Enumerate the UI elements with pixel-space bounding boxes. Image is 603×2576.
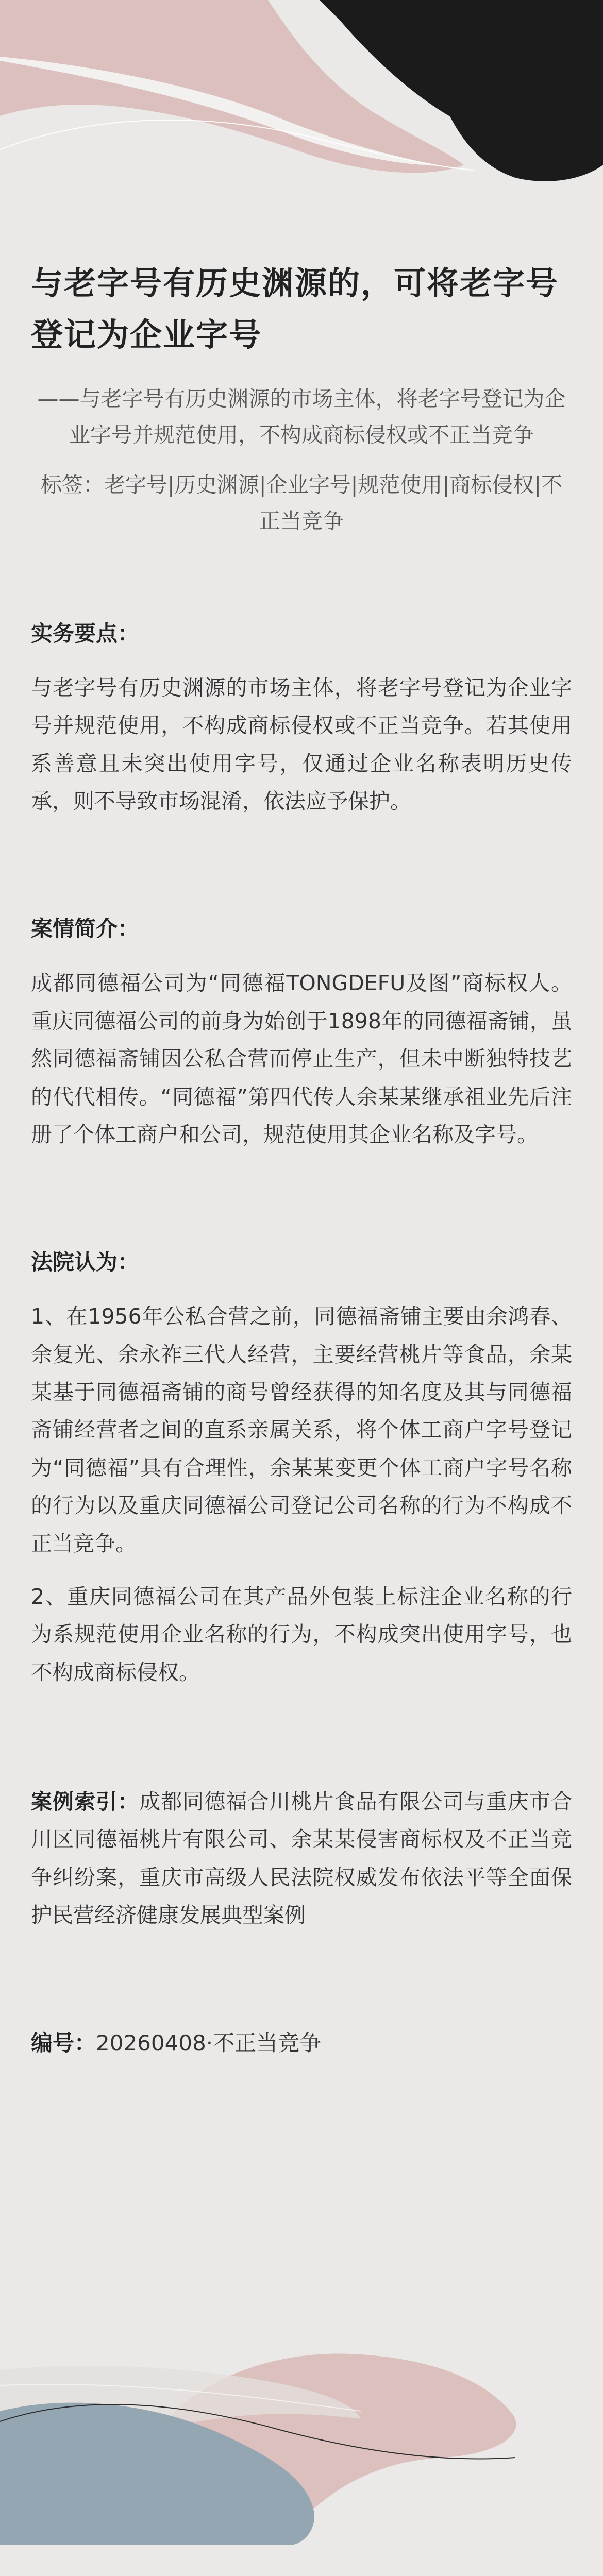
case-index-value: 成都同德福合川桃片食品有限公司与重庆市合川区同德福桃片有限公司、余某某侵害商标权及不正当竞争纠纷案，重庆市高级人民法院权威发布依法平等全面保护民营经济健康发展典型案例 xyxy=(31,1789,573,1928)
court-opinion-heading: 法院认为： xyxy=(31,1249,140,1275)
case-index-text xyxy=(31,1783,572,1935)
header-decoration xyxy=(0,0,603,216)
case-summary-section xyxy=(31,912,572,1154)
court-opinion-section xyxy=(31,1245,572,1691)
key-points-section xyxy=(31,617,572,821)
article-tags: 标签：老字号|历史渊源|企业字号|规范使用|商标侵权|不正当竞争 xyxy=(40,472,563,534)
court-opinion-paragraph-1: 1、在1956年公私合营之前，同德福斋铺主要由余鸿春、余复光、余永祚三代人经营，主要经营桃片等食品，余某某基于同德福斋铺的商号曾经获得的知名度及其与同德福斋铺经营者之间的直系亲属关系，将个体工商户字号登记为“同德福”具有合理性，余某某变更个体工商户字号名称的行为以及重庆同德福公司登记公司名称的行为不构成不正当竞争。 xyxy=(31,1304,572,1556)
case-index-label: 案例索引： xyxy=(31,1789,140,1815)
court-opinion-paragraph-2: 2、重庆同德福公司在其产品外包装上标注企业名称的行为系规范使用企业名称的行为，不构成突出使用字号，也不构成商标侵权。 xyxy=(31,1584,572,1685)
case-index-section xyxy=(31,1783,572,1935)
article-subtitle: ——与老字号有历史渊源的市场主体，将老字号登记为企业字号并规范使用，不构成商标侵权或不正当竞争 xyxy=(37,386,566,448)
footer-decoration xyxy=(0,2308,603,2545)
case-summary-heading: 案情简介： xyxy=(31,916,140,942)
article-title: 与老字号有历史渊源的，可将老字号登记为企业字号 xyxy=(31,264,559,354)
key-points-text: 与老字号有历史渊源的市场主体，将老字号登记为企业字号并规范使用，不构成商标侵权或不正当竞争。若其使用系善意且未突出使用字号，仅通过企业名称表明历史传承，则不导致市场混淆，依法应予保护。 xyxy=(31,675,572,814)
serial-number xyxy=(31,2026,572,2057)
serial-value: 20260408·不正当竞争 xyxy=(96,2030,322,2056)
key-points-heading: 实务要点： xyxy=(31,620,140,646)
case-summary-text: 成都同德福公司为“同德福TONGDEFU及图”商标权人。重庆同德福公司的前身为始创于1898年的同德福斋铺，虽然同德福斋铺因公私合营而停止生产，但未中断独特技艺的代代相传。“同德福”第四代传人余某某继承祖业先后注册了个体工商户和公司，规范使用其企业名称及字号。 xyxy=(31,971,572,1147)
serial-label: 编号： xyxy=(31,2030,96,2056)
article-content xyxy=(31,258,572,2057)
